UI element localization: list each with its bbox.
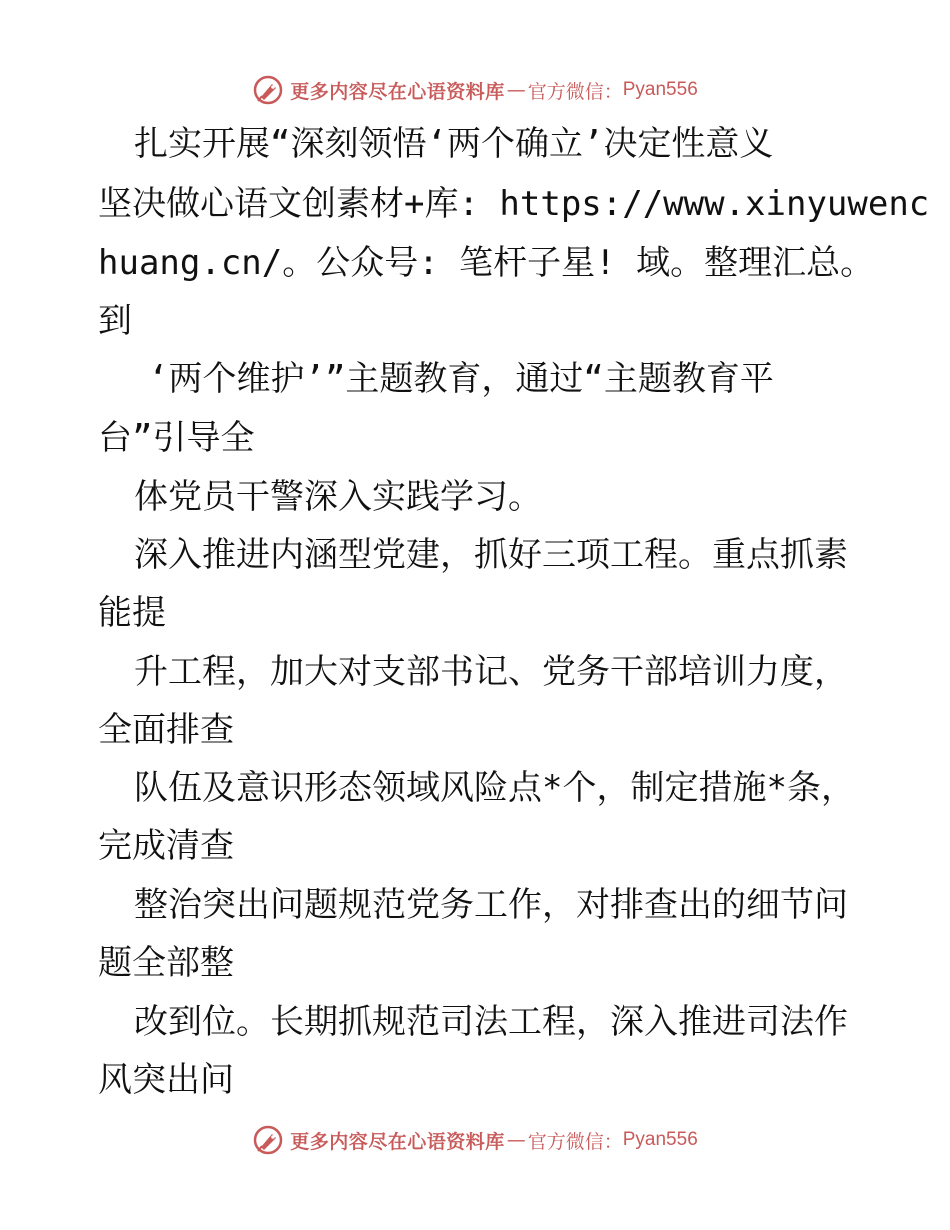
header-banner (0, 72, 950, 108)
text-line: 全面排查 (98, 710, 234, 750)
banner-brand: 更多内容尽在心语资料库 (290, 80, 505, 103)
banner-contact-label: 官方微信： (527, 80, 623, 103)
banner-wechat-id: Pyan556 (622, 1129, 698, 1150)
pen-nib-icon (252, 74, 284, 106)
banner-brand: 更多内容尽在心语资料库 (290, 1130, 505, 1153)
text-line: 整治突出问题规范党务工作，对排查出的细节问 (134, 885, 848, 925)
text-line: 扎实开展“深刻领悟‘两个确立’决定性意义 (134, 124, 774, 164)
banner-wechat-id: Pyan556 (622, 79, 698, 100)
banner-contact-label: 官方微信： (527, 1130, 623, 1153)
text-line: 深入推进内涵型党建，抓好三项工程。重点抓素 (134, 535, 848, 575)
footer-banner (0, 1122, 950, 1158)
text-line: 到 (98, 301, 132, 341)
text-line: 坚决做心语文创素材+库: https://www.xinyuwenc (98, 184, 930, 224)
text-line: 风突出问 (98, 1060, 234, 1100)
banner-dash: — (506, 1129, 526, 1151)
text-line: 能提 (98, 593, 166, 633)
text-line: 队伍及意识形态领域风险点*个，制定措施*条， (134, 768, 855, 808)
text-line: 完成清查 (98, 826, 234, 866)
text-line: 改到位。长期抓规范司法工程，深入推进司法作 (134, 1002, 848, 1042)
text-line: ‘两个维护’”主题教育，通过“主题教育平 (148, 359, 774, 399)
banner-dash: — (506, 79, 526, 101)
text-line: 台”引导全 (98, 418, 255, 458)
text-line: 体党员干警深入实践学习。 (134, 477, 542, 517)
text-line: huang.cn/。公众号: 笔杆子星! 域。整理汇总。 (98, 243, 875, 283)
text-line: 升工程，加大对支部书记、党务干部培训力度， (134, 652, 848, 692)
pen-nib-icon (252, 1124, 284, 1156)
text-line: 题全部整 (98, 943, 234, 983)
